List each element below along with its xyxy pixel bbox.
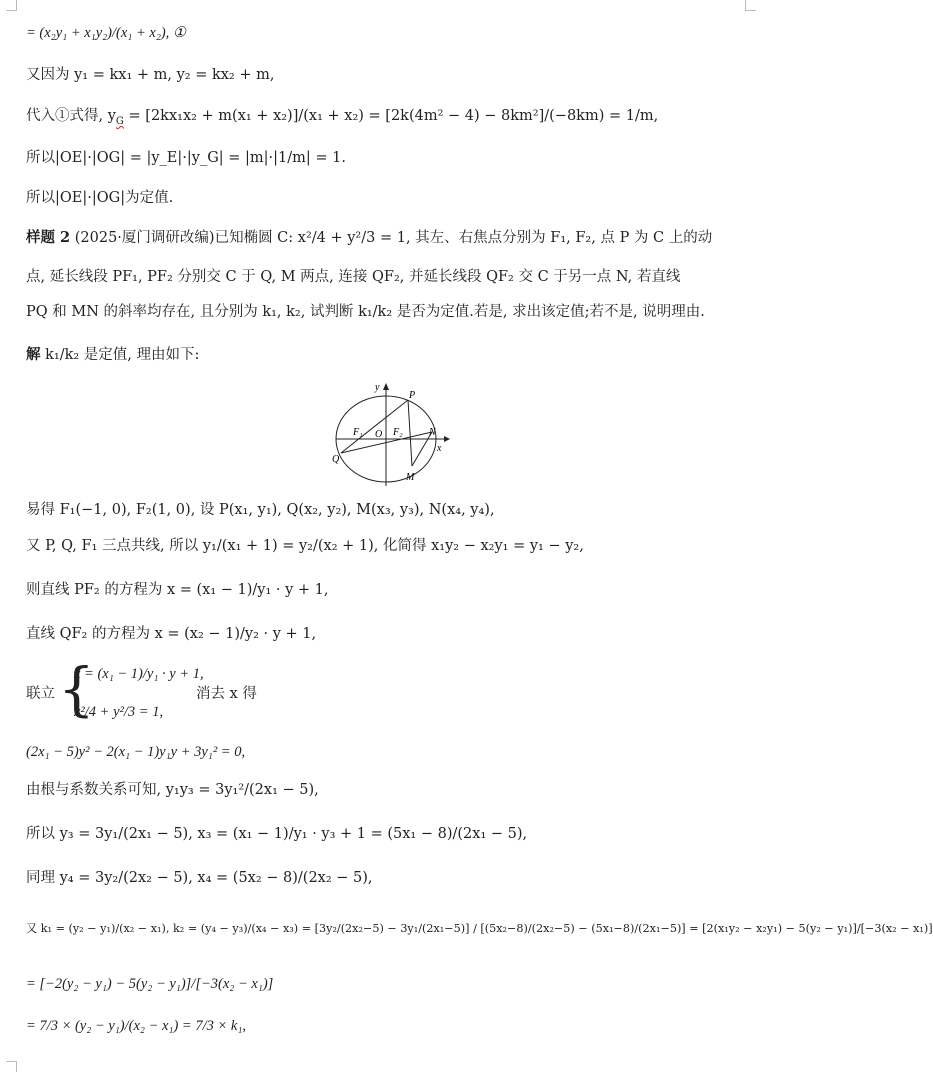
text-line-17: 所以 y₃ = 3y₁/(2x₁ − 5), x₃ = (x₁ − 1)/y₁ · y₃ + 1 = (5x₁ − 8)/(2x₁ − 5), (26, 826, 528, 842)
label-p: P (409, 390, 416, 401)
label-x: x (437, 443, 442, 454)
text-line-3 (26, 108, 658, 128)
ellipse-figure (328, 380, 458, 490)
text-line-12: 则直线 PF₂ 的方程为 x = (x₁ − 1)/y₁ · y + 1, (26, 582, 329, 598)
text-line-16: 由根与系数关系可知, y₁y₃ = 3y₁²/(2x₁ − 5), (26, 782, 319, 798)
text-line-3-rest: = [2kx₁x₂ + m(x₁ + x₂)]/(x₁ + x₂) = [2k(4m² − 4) − 8km²]/(−8km) = 1/m, (123, 108, 659, 124)
label-origin: O (375, 429, 383, 440)
y-axis-arrow (383, 383, 389, 390)
segment-pm (408, 400, 412, 466)
formula-line-1: = (x₂y₁ + x₁y₂)/(x₁ + x₂), ① (26, 25, 186, 41)
system-eq-1: x = (x₁ − 1)/y₁ · y + 1, (74, 666, 204, 682)
x-axis-arrow (444, 436, 450, 442)
label-q: Q (332, 454, 340, 465)
solution-intro (26, 346, 199, 364)
problem-text-1: (2025·厦门调研改编)已知椭圆 C: x²/4 + y²/3 = 1, 其左、右焦点分别为 F₁, F₂, 点 P 为 C 上的动 (70, 230, 713, 246)
text-line-10: 易得 F₁(−1, 0), F₂(1, 0), 设 P(x₁, y₁), Q(x₂, y₂), M(x₃, y₃), N(x₄, y₄), (26, 502, 495, 518)
system-eq-2: x²/4 + y²/3 = 1, (74, 704, 164, 720)
label-y: y (375, 382, 380, 393)
label-f1: F₁ (353, 427, 363, 438)
problem-statement-line-3: PQ 和 MN 的斜率均存在, 且分别为 k₁, k₂, 试判断 k₁/k₂ 是否为定值.若是, 求出该定值;若不是, 说明理由. (26, 304, 705, 320)
text-line-13: 直线 QF₂ 的方程为 x = (x₂ − 1)/y₂ · y + 1, (26, 626, 317, 642)
text-line-2: 又因为 y₁ = kx₁ + m, y₂ = kx₂ + m, (26, 67, 275, 83)
text-line-4: 所以|OE|·|OG| = |y_E|·|y_G| = |m|·|1/m| = 1. (26, 150, 346, 166)
text-line-5: 所以|OE|·|OG|为定值. (26, 190, 174, 206)
text-line-19: 又 k₁ = (y₂ − y₁)/(x₂ − x₁), k₂ = (y₄ − y₃)/(x₄ − x₃) = [3y₂/(2x₂−5) − 3y₁/(2x₁−5)] / [(5x₂−8)/(2x₂−5) − (5x₁−8)/(2x₁−5)] = [2(x₁y₂ − x₂y₁) − 5(y₂ − y₁)]/[−3(x₂ − x₁)] (26, 922, 933, 935)
problem-statement-line-1 (26, 229, 712, 247)
system-tail: 消去 x 得 (196, 686, 257, 702)
problem-label: 样题 2 (26, 229, 71, 246)
label-n: N (429, 427, 436, 438)
corner-mark-top-left (6, 0, 17, 11)
corner-mark-bottom-left (6, 1061, 17, 1072)
system-label: 联立 (26, 686, 55, 702)
text-line-11: 又 P, Q, F₁ 三点共线, 所以 y₁/(x₁ + 1) = y₂/(x₂ + 1), 化简得 x₁y₂ − x₂y₁ = y₁ − y₂, (26, 538, 584, 554)
corner-mark-top-right (745, 0, 756, 11)
solution-label: 解 (26, 346, 41, 363)
text-line-18: 同理 y₄ = 3y₂/(2x₂ − 5), x₄ = (5x₂ − 8)/(2x₂ − 5), (26, 870, 373, 886)
system-brace: { (58, 655, 95, 723)
text-line-21: = 7/3 × (y₂ − y₁)/(x₂ − x₁) = 7/3 × k₁, (26, 1018, 246, 1034)
solution-intro-text: k₁/k₂ 是定值, 理由如下: (40, 347, 200, 363)
label-f2: F₂ (393, 427, 403, 438)
text-line-20: = [−2(y₂ − y₁) − 5(y₂ − y₁)]/[−3(x₂ − x₁)] (26, 976, 274, 992)
text-line-15: (2x₁ − 5)y² − 2(x₁ − 1)y₁y + 3y₁² = 0, (26, 744, 246, 760)
label-m: M (406, 472, 415, 483)
problem-statement-line-2: 点, 延长线段 PF₁, PF₂ 分别交 C 于 Q, M 两点, 连接 QF₂, 并延长线段 QF₂ 交 C 于另一点 N, 若直线 (26, 269, 681, 285)
text-line-3-sub: G (115, 115, 124, 127)
text-line-3-prefix: 代入①式得, y (26, 108, 116, 124)
